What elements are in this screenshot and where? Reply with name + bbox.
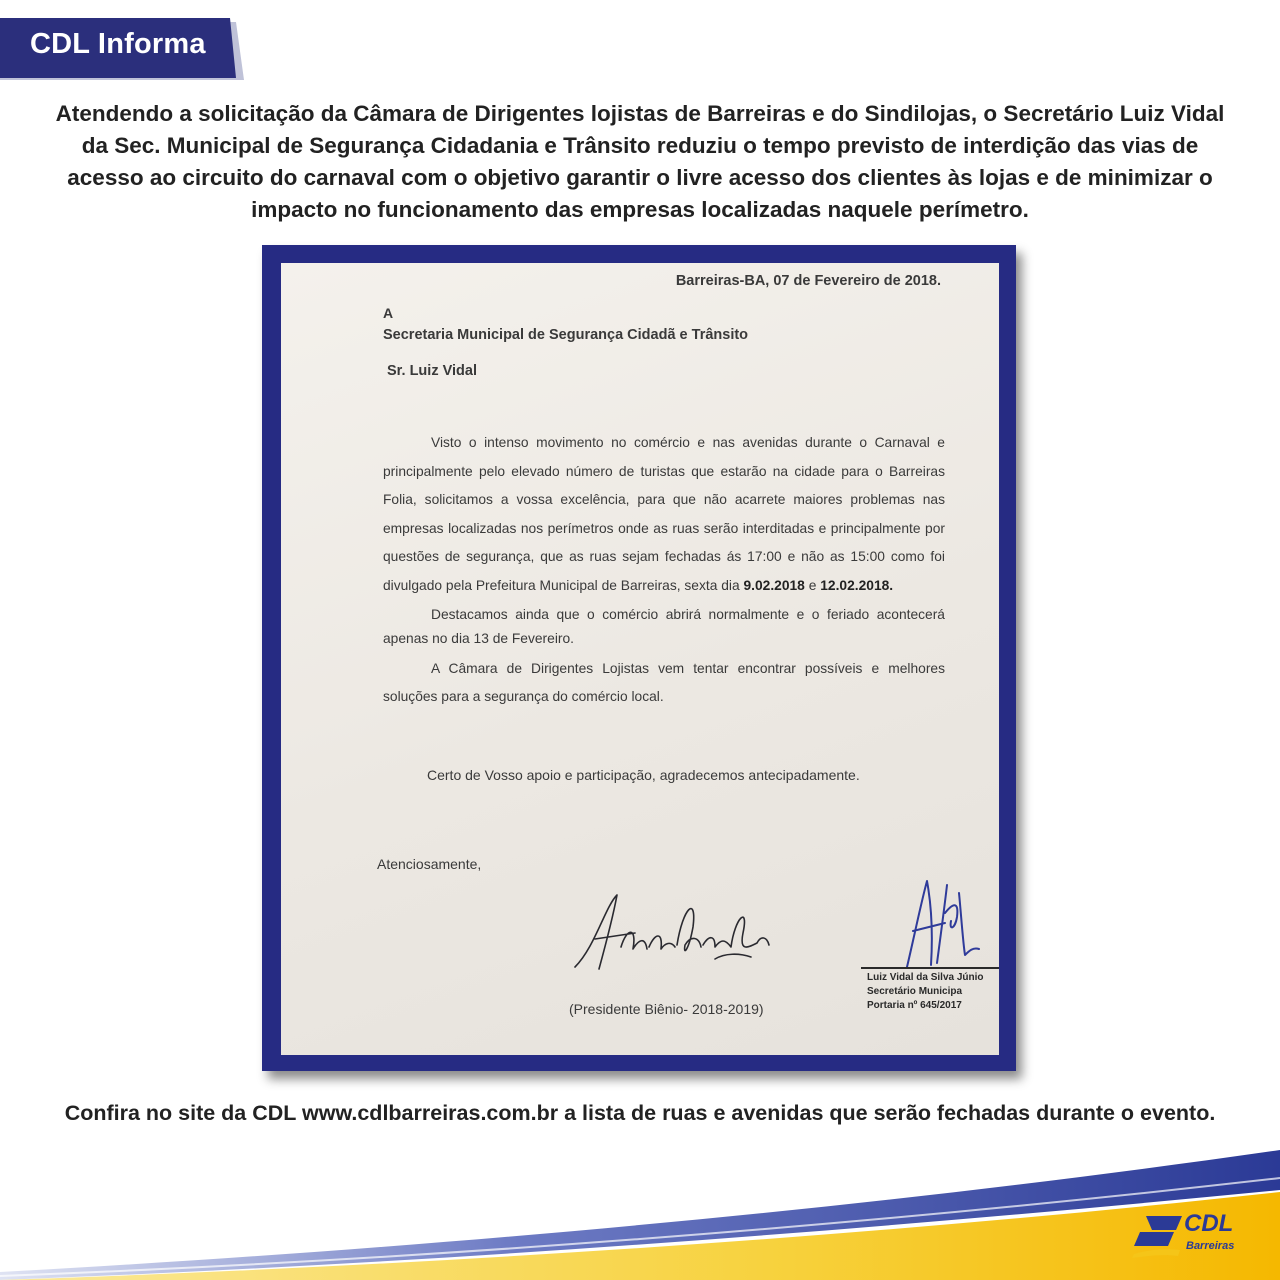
secretary-stamp: [861, 967, 999, 1013]
intro-text: Atendendo a solicitação da Câmara de Dirigentes lojistas de Barreiras e do Sindilojas, o Secretário Luiz Vidal da Sec. Municipal de Segurança Cidadania e Trânsito reduziu o tempo previsto de interdição das vias de acesso ao circuito do carnaval com o objetivo garantir o livre acesso dos clientes às lojas e de minimizar o impacto no funcionamento das empresas localizadas naquele perímetro.: [55, 101, 1225, 222]
secretary-signature-icon: [901, 873, 981, 971]
president-title: (Presidente Biênio- 2018-2019): [569, 1001, 764, 1017]
header-badge-title: CDL Informa: [30, 28, 206, 60]
decorative-swoosh: [0, 1150, 1280, 1280]
letter-to-department: Secretaria Municipal de Segurança Cidadã e Trânsito: [383, 327, 749, 343]
letter-to-prefix: A: [383, 305, 394, 321]
president-signature-icon: [565, 887, 775, 979]
letter-date-conjunction: e: [808, 577, 817, 593]
letter-closing: Atenciosamente,: [377, 856, 482, 872]
letter-paragraph-3: A Câmara de Dirigentes Lojistas vem tentar encontrar possíveis e melhores soluções para a segurança do comércio local.: [383, 660, 945, 705]
footer-text: Confira no site da CDL www.cdlbarreiras.com.br a lista de ruas e avenidas que serão fechadas durante o evento.: [64, 1101, 1216, 1125]
letter-date-start: 9.02.2018: [743, 577, 805, 593]
letter-to-person: Sr. Luiz Vidal: [387, 363, 477, 379]
letter-date-end: 12.02.2018.: [820, 577, 894, 593]
letter-paragraph-2: Destacamos ainda que o comércio abrirá normalmente e o feriado acontecerá apenas no dia 13 de Fevereiro.: [383, 606, 945, 646]
letter-date: Barreiras-BA, 07 de Fevereiro de 2018.: [675, 273, 941, 289]
stamp-line-2: Secretário Municipa: [867, 986, 963, 997]
logo-subtitle: Barreiras: [1186, 1240, 1235, 1252]
letter-thanks: Certo de Vosso apoio e participação, agradecemos antecipadamente.: [427, 767, 860, 783]
stamp-line-3: Portaria nº 645/2017: [867, 1000, 962, 1011]
letter-body: [383, 429, 945, 712]
letter-paragraph-1: [383, 429, 945, 601]
letter-document: [281, 263, 999, 1055]
logo-name: CDL: [1184, 1210, 1234, 1237]
stamp-line-1: Luiz Vidal da Silva Júnio: [867, 972, 984, 983]
letter-paragraph-1-text: Visto o intenso movimento no comércio e nas avenidas durante o Carnaval e principalmente pelo elevado número de turistas que estarão na cidade para o Barreiras Folia, solicitamos a vossa excelência, para que não acarrete maiores problemas nas empresas localizadas nos perímetros onde as ruas serão interditadas e principalmente por questões de segurança, que as ruas sejam fechadas ás 17:00 e não as 15:00 como foi divulgado pela Prefeitura Municipal de Barreiras, sexta dia: [383, 435, 945, 593]
